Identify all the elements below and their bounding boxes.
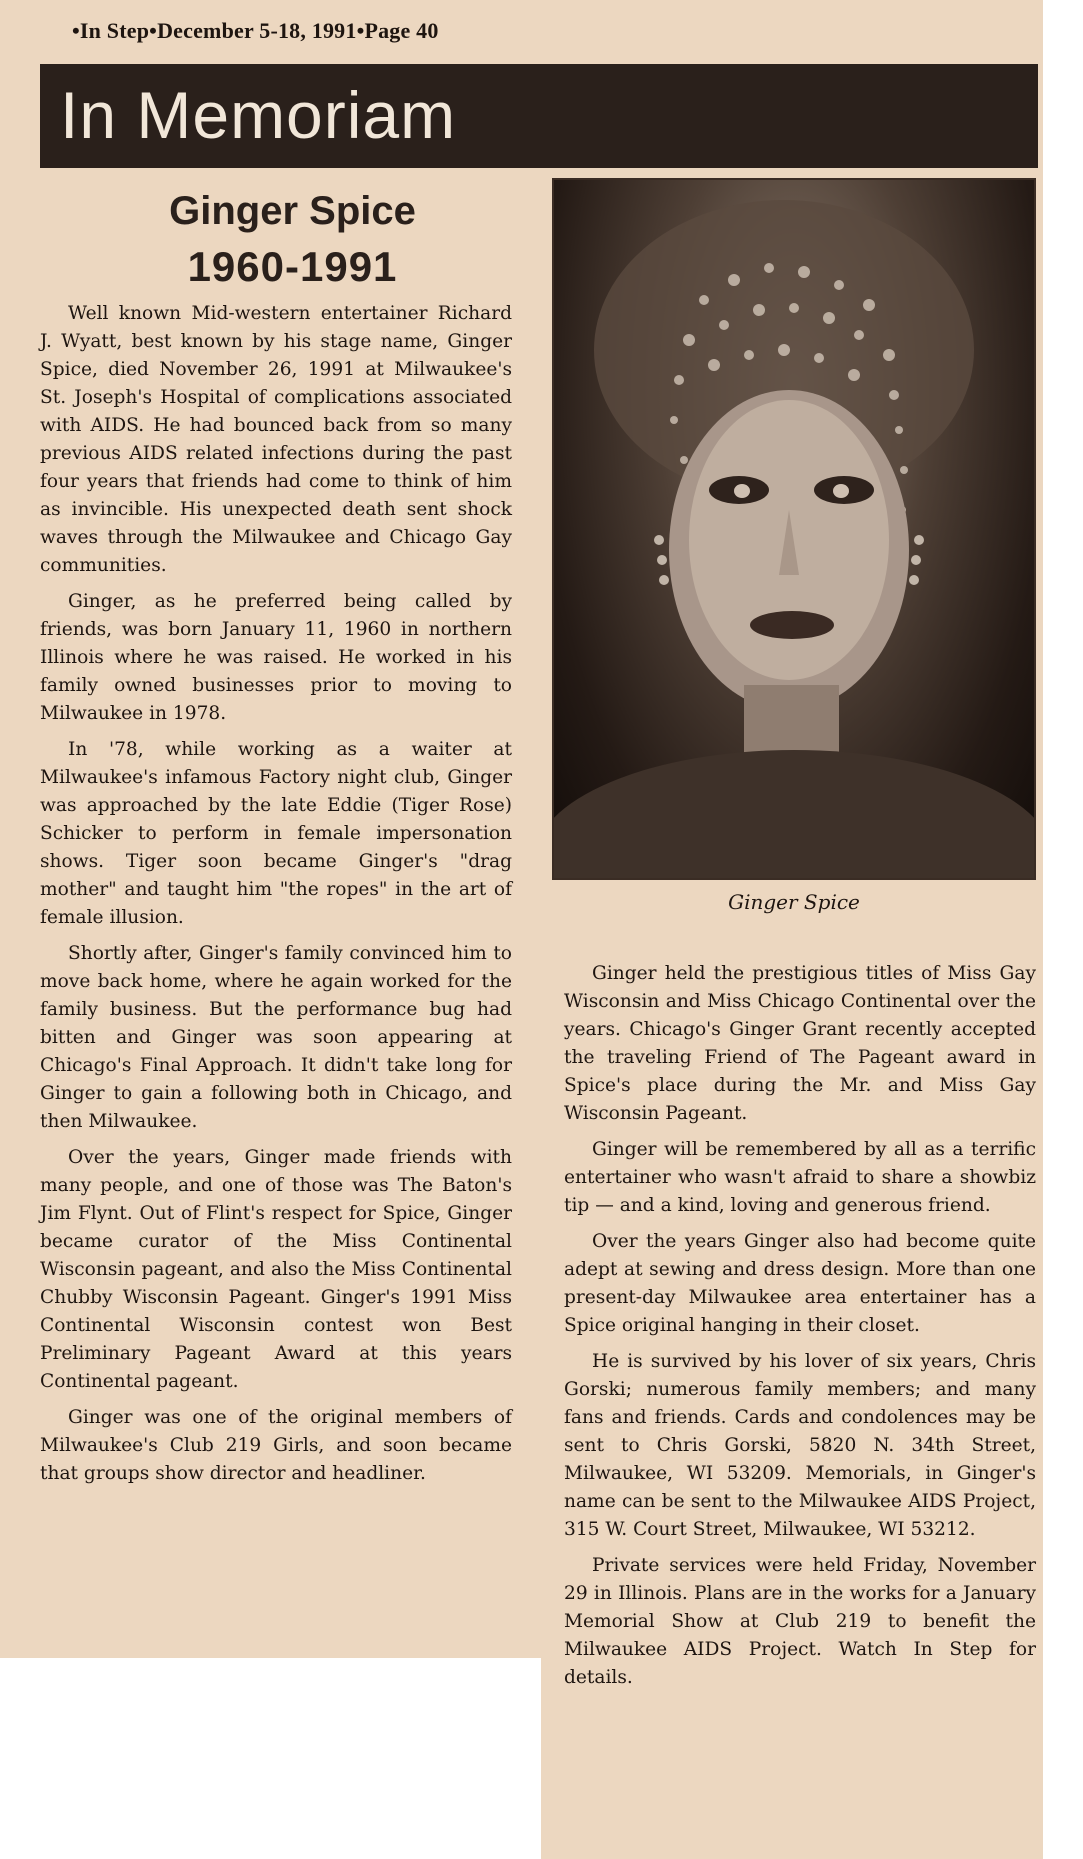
- banner-title: In Memoriam: [60, 78, 457, 152]
- paragraph: Ginger held the prestigious titles of Miss Gay Wisconsin and Miss Chicago Continental over the years. Chicago's Ginger Grant recently accepted the traveling Friend of The Pageant award in Spice's place during the Mr. and Miss Gay Wisconsin Pageant.: [564, 963, 1036, 1124]
- paragraph: Ginger, as he preferred being called by friends, was born January 11, 1960 in northern Illinois where he was raised. He worked in his family owned businesses prior to moving to Milwaukee in 1978.: [40, 591, 512, 724]
- article-column-right: [564, 960, 1036, 1700]
- paragraph: In '78, while working as a waiter at Milwaukee's infamous Factory night club, Ginger was approached by the late Eddie (Tiger Rose) Schicker to perform in female impersonation shows. Tiger soon became Ginger's "drag mother" and taught him "the ropes" in the art of female illusion.: [40, 739, 512, 928]
- paragraph: Over the years, Ginger made friends with many people, and one of those was The Baton's Jim Flynt. Out of Flint's respect for Spice, Ginger became curator of the Miss Continental Wisconsin pageant, and also the Miss Continental Chubby Wisconsin Pageant. Ginger's 1991 Miss Continental Wisconsin contest won Best Preliminary Pageant Award at this years Continental pageant.: [40, 1147, 512, 1392]
- paragraph: Shortly after, Ginger's family convinced him to move back home, where he again worked for the family business. But the performance bug had bitten and Ginger was soon appearing at Chicago's Final Approach. It didn't take long for Ginger to gain a following both in Chicago, and then Milwaukee.: [40, 943, 512, 1132]
- paragraph: Well known Mid-western entertainer Richard J. Wyatt, best known by his stage name, Ginger Spice, died November 26, 1991 at Milwaukee's St. Joseph's Hospital of complications associated with AIDS. He had bounced back from so many previous AIDS related infections during the past four years that friends had come to think of him as invincible. His unexpected death sent shock waves through the Milwaukee and Chicago Gay communities.: [40, 303, 512, 576]
- page-header: •In Step•December 5-18, 1991•Page 40: [72, 18, 439, 43]
- portrait-photo: [552, 178, 1036, 880]
- section-banner: [40, 64, 1038, 168]
- paragraph: He is survived by his lover of six years, Chris Gorski; numerous family members; and many fans and friends. Cards and condolences may be sent to Chris Gorski, 5820 N. 34th Street, Milwaukee, WI 53209. Memorials, in Ginger's name can be sent to the Milwaukee AIDS Project, 315 W. Court Street, Milwaukee, WI 53212.: [564, 1351, 1036, 1540]
- obituary-years: 1960-1991: [187, 243, 398, 290]
- obituary-name: Ginger Spice: [169, 189, 416, 233]
- paragraph: Over the years Ginger also had become quite adept at sewing and dress design. More than one present-day Milwaukee area entertainer has a Spice original hanging in their closet.: [564, 1231, 1036, 1336]
- paragraph: Ginger was one of the original members of Milwaukee's Club 219 Girls, and soon became that groups show director and headliner.: [40, 1407, 512, 1484]
- photo-caption: Ginger Spice: [728, 890, 860, 914]
- paragraph: Ginger will be remembered by all as a terrific entertainer who wasn't afraid to share a showbiz tip — and a kind, loving and generous friend.: [564, 1139, 1036, 1216]
- portrait-illustration: [554, 180, 1034, 878]
- paragraph: Private services were held Friday, November 29 in Illinois. Plans are in the works for a January Memorial Show at Club 219 to benefit the Milwaukee AIDS Project. Watch In Step for details.: [564, 1555, 1036, 1688]
- article-column-left: [40, 300, 512, 1496]
